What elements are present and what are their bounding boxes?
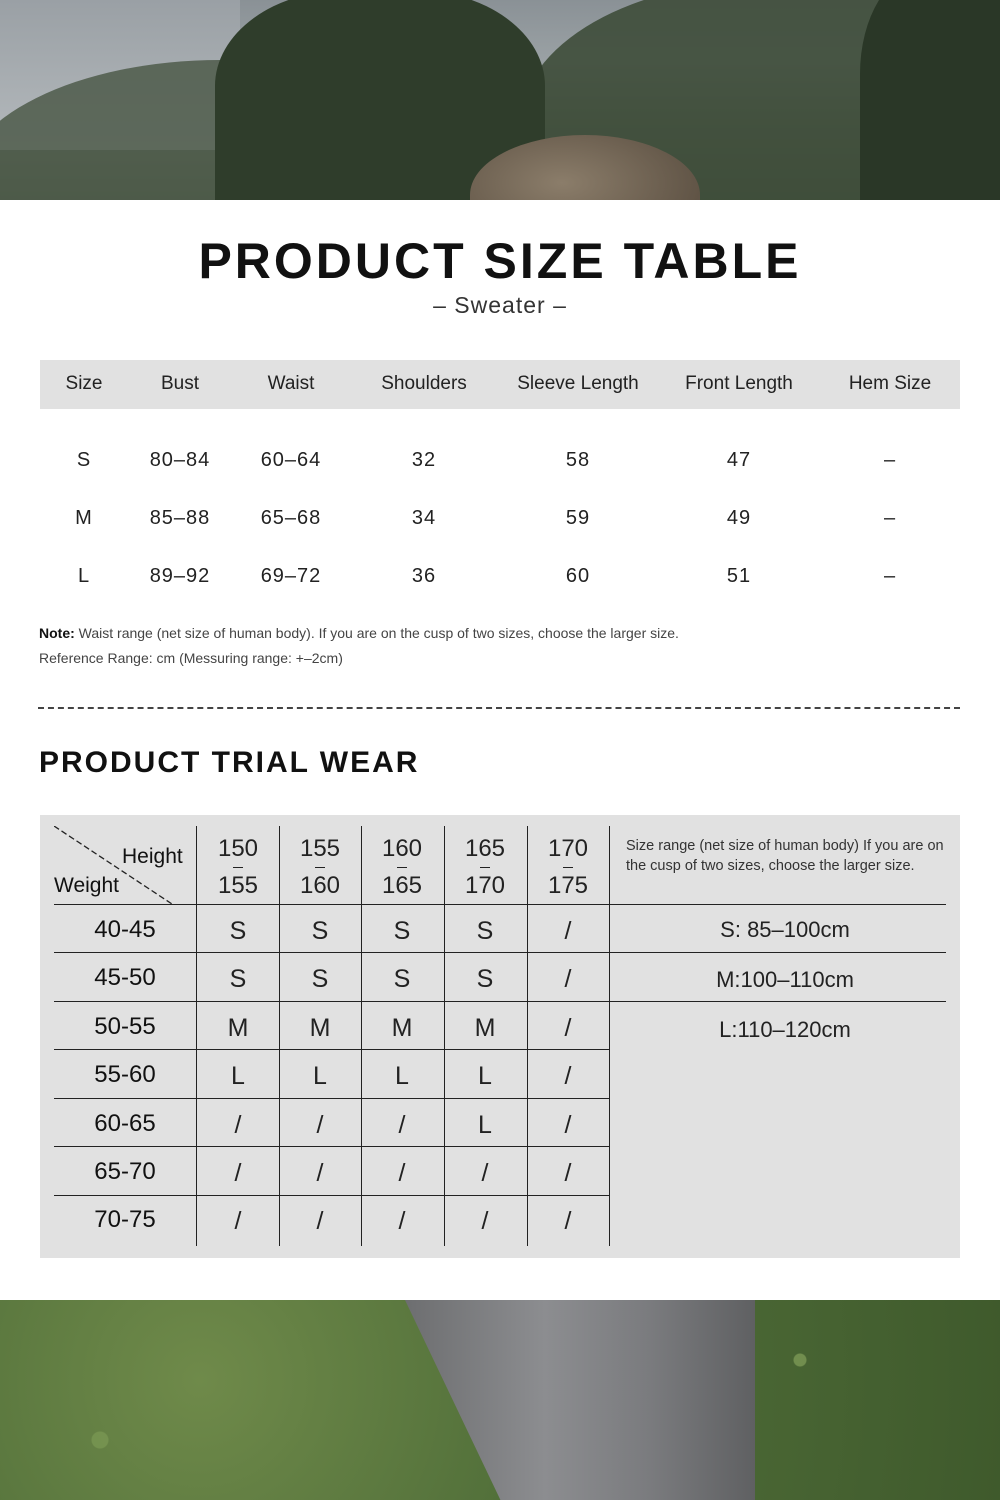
size-mark: / bbox=[564, 1159, 572, 1187]
size-mark: / bbox=[316, 1207, 324, 1235]
table-cell: 58 bbox=[565, 449, 591, 471]
col-header-hem-size: Hem Size bbox=[848, 373, 932, 394]
size-mark: S bbox=[393, 917, 411, 945]
table-cell: 89–92 bbox=[149, 565, 211, 587]
reference-range-note: Reference Range: cm (Messuring range: +–2cm) bbox=[39, 650, 343, 666]
size-note bbox=[39, 625, 679, 641]
size-mark: S bbox=[229, 965, 247, 993]
grid-line bbox=[54, 1146, 610, 1147]
table-cell: S bbox=[76, 449, 92, 471]
height-from: 170 bbox=[547, 835, 589, 862]
table-cell: 59 bbox=[565, 507, 591, 529]
trial-wear-title: PRODUCT TRIAL WEAR bbox=[39, 746, 420, 779]
table-cell: L bbox=[77, 565, 91, 587]
range-dash bbox=[233, 867, 243, 868]
table-cell: 60–64 bbox=[260, 449, 322, 471]
height-from: 150 bbox=[217, 835, 259, 862]
range-dash bbox=[315, 867, 325, 868]
table-cell: 85–88 bbox=[149, 507, 211, 529]
table-cell: 80–84 bbox=[149, 449, 211, 471]
size-mark: / bbox=[564, 965, 572, 993]
table-cell: 34 bbox=[411, 507, 437, 529]
weight-label: 55-60 bbox=[94, 1061, 156, 1088]
size-mark: S bbox=[311, 917, 329, 945]
size-mark: S bbox=[311, 965, 329, 993]
grid-line bbox=[54, 904, 946, 905]
note-label: Note: bbox=[39, 625, 75, 641]
size-mark: M bbox=[474, 1014, 496, 1042]
height-to: 170 bbox=[464, 872, 506, 899]
table-cell: 60 bbox=[565, 565, 591, 587]
size-mark: / bbox=[234, 1111, 242, 1139]
size-mark: / bbox=[564, 1111, 572, 1139]
table-cell: 47 bbox=[726, 449, 752, 471]
size-mark: M bbox=[391, 1014, 413, 1042]
size-mark: / bbox=[234, 1207, 242, 1235]
range-dash bbox=[563, 867, 573, 868]
size-mark: L bbox=[478, 1062, 492, 1090]
weight-axis-label: Weight bbox=[54, 874, 119, 897]
height-to: 160 bbox=[299, 872, 341, 899]
size-mark: / bbox=[398, 1207, 406, 1235]
table-cell: – bbox=[883, 507, 897, 529]
size-range-s: S: 85–100cm bbox=[720, 917, 850, 942]
height-to: 155 bbox=[217, 872, 259, 899]
size-mark: L bbox=[231, 1062, 245, 1090]
size-mark: / bbox=[234, 1159, 242, 1187]
weight-label: 40-45 bbox=[94, 916, 156, 943]
height-axis-label: Height bbox=[122, 845, 183, 868]
page-subtitle: – Sweater – bbox=[433, 292, 567, 318]
size-mark: S bbox=[393, 965, 411, 993]
size-mark: / bbox=[316, 1111, 324, 1139]
size-mark: L bbox=[395, 1062, 409, 1090]
table-cell: 51 bbox=[726, 565, 752, 587]
size-mark: S bbox=[476, 965, 494, 993]
weight-label: 70-75 bbox=[94, 1206, 156, 1233]
height-to: 165 bbox=[381, 872, 423, 899]
weight-label: 50-55 bbox=[94, 1013, 156, 1040]
table-cell: – bbox=[883, 565, 897, 587]
page-title: PRODUCT SIZE TABLE bbox=[198, 233, 802, 289]
table-cell: 65–68 bbox=[260, 507, 322, 529]
range-dash bbox=[397, 867, 407, 868]
grid-line bbox=[54, 1098, 610, 1099]
size-mark: / bbox=[564, 1062, 572, 1090]
size-range-m: M:100–110cm bbox=[716, 967, 854, 992]
range-dash bbox=[480, 867, 490, 868]
size-mark: / bbox=[481, 1207, 489, 1235]
table-cell: – bbox=[883, 449, 897, 471]
header-photo bbox=[0, 0, 1000, 200]
col-header-front-length: Front Length bbox=[685, 373, 793, 394]
size-mark: / bbox=[481, 1159, 489, 1187]
size-range-note: Size range (net size of human body) If you are on the cusp of two sizes, choose the larger size. bbox=[626, 838, 944, 874]
size-mark: L bbox=[478, 1111, 492, 1139]
height-from: 165 bbox=[464, 835, 506, 862]
size-mark: S bbox=[476, 917, 494, 945]
size-mark: / bbox=[398, 1111, 406, 1139]
size-mark: / bbox=[398, 1159, 406, 1187]
footer-photo bbox=[0, 1300, 1000, 1500]
size-mark: / bbox=[564, 1207, 572, 1235]
table-cell: 49 bbox=[726, 507, 752, 529]
size-mark: / bbox=[316, 1159, 324, 1187]
note-text: Waist range (net size of human body). If you are on the cusp of two sizes, choose the larger size. bbox=[74, 625, 679, 641]
size-mark: / bbox=[564, 917, 572, 945]
size-mark: M bbox=[227, 1014, 249, 1042]
grid-line bbox=[54, 1049, 610, 1050]
size-mark: S bbox=[229, 917, 247, 945]
grid-line bbox=[54, 1195, 610, 1196]
height-from: 155 bbox=[299, 835, 341, 862]
size-mark: / bbox=[564, 1014, 572, 1042]
col-header-sleeve-length: Sleeve Length bbox=[517, 373, 639, 394]
section-divider bbox=[38, 707, 960, 709]
grid-line bbox=[54, 1001, 946, 1002]
col-header-waist: Waist bbox=[267, 373, 315, 394]
height-to: 175 bbox=[547, 872, 589, 899]
table-cell: 32 bbox=[411, 449, 437, 471]
size-mark: L bbox=[313, 1062, 327, 1090]
grid-line bbox=[54, 952, 946, 953]
size-mark: M bbox=[309, 1014, 331, 1042]
weight-label: 45-50 bbox=[94, 964, 156, 991]
weight-label: 60-65 bbox=[94, 1110, 156, 1137]
col-header-bust: Bust bbox=[160, 373, 200, 394]
col-header-shoulders: Shoulders bbox=[381, 373, 467, 394]
table-cell: 69–72 bbox=[260, 565, 322, 587]
col-header-size: Size bbox=[65, 373, 103, 394]
grid-line bbox=[609, 826, 610, 1246]
table-cell: M bbox=[75, 507, 93, 529]
size-range-l: L:110–120cm bbox=[719, 1017, 851, 1042]
height-from: 160 bbox=[381, 835, 423, 862]
weight-label: 65-70 bbox=[94, 1158, 156, 1185]
table-cell: 36 bbox=[411, 565, 437, 587]
